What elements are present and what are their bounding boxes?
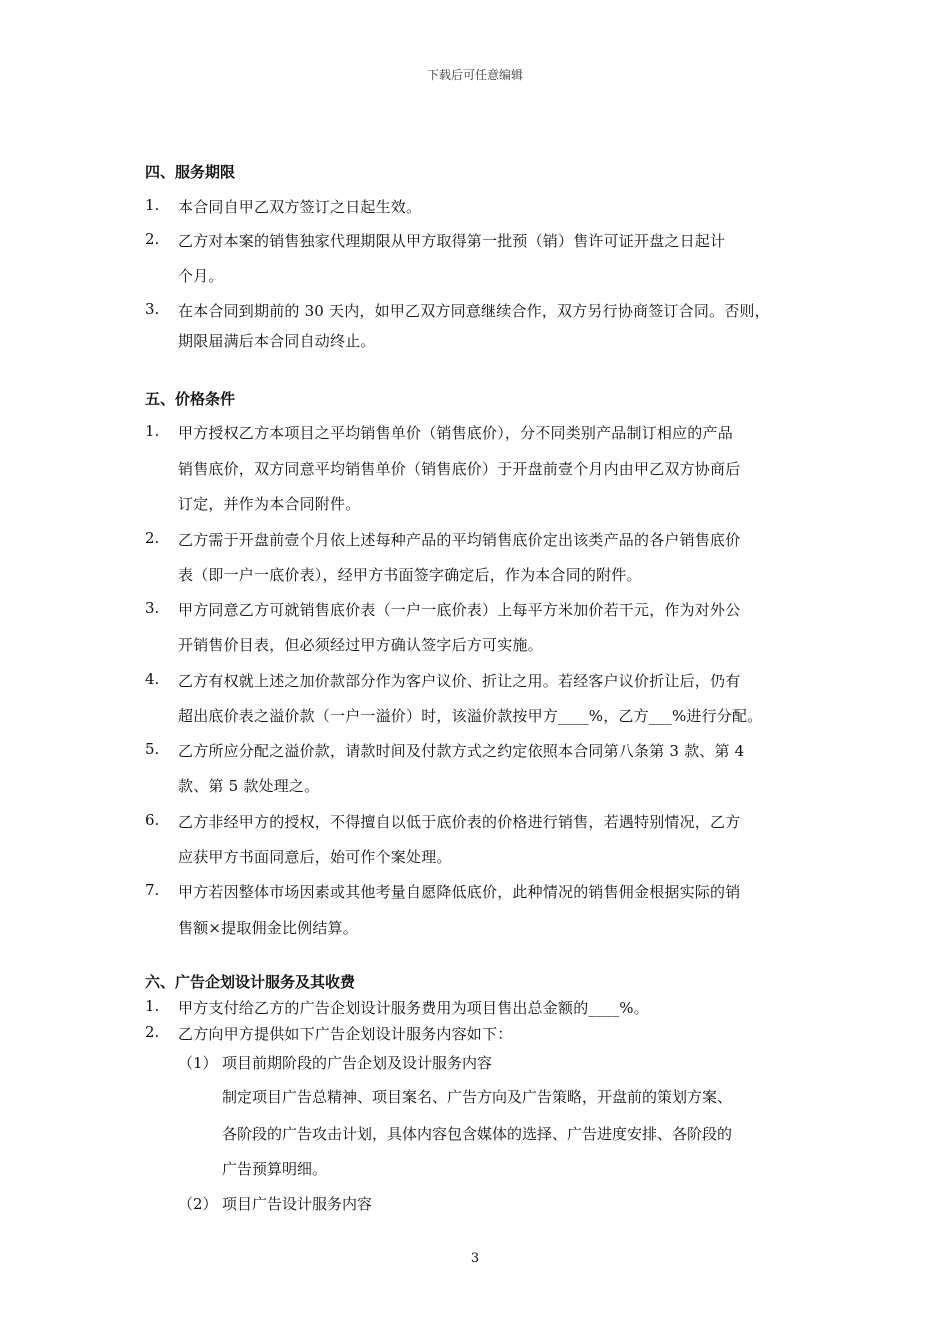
section-heading: 四、服务期限 bbox=[145, 163, 236, 181]
item-text: 本合同自甲乙双方签订之日起生效。 bbox=[178, 198, 422, 216]
item-text: 订定，并作为本合同附件。 bbox=[178, 495, 361, 513]
item-text: 甲方授权乙方本项目之平均销售单价（销售底价），分不同类别产品制订相应的产品 bbox=[178, 424, 733, 442]
item-number: 3. bbox=[145, 300, 160, 318]
subitem-title: 项目广告设计服务内容 bbox=[222, 1195, 373, 1213]
item-number: 1. bbox=[145, 997, 160, 1015]
item-number: 7. bbox=[145, 881, 160, 899]
item-text: 乙方所应分配之溢价款，请款时间及付款方式之约定依照本合同第八条第 3 款、第 4 bbox=[178, 742, 745, 760]
item-number: 3. bbox=[145, 599, 160, 617]
subitem-title: 项目前期阶段的广告企划及设计服务内容 bbox=[222, 1054, 493, 1072]
section-heading: 五、价格条件 bbox=[145, 390, 236, 408]
item-text: 甲方同意乙方可就销售底价表（一户一底价表）上每平方米加价若干元，作为对外公 bbox=[178, 601, 741, 619]
item-number: 5. bbox=[145, 740, 160, 758]
item-text: 甲方若因整体市场因素或其他考量自愿降低底价，此种情况的销售佣金根据实际的销 bbox=[178, 883, 741, 901]
item-text: 乙方需于开盘前壹个月依上述每种产品的平均销售底价定出该类产品的各户销售底价 bbox=[178, 531, 741, 549]
item-text: 个月。 bbox=[178, 267, 224, 285]
item-text: 表（即一户一底价表），经甲方书面签字确定后，作为本合同的附件。 bbox=[178, 566, 642, 584]
item-text: 超出底价表之溢价款（一户一溢价）时，该溢价款按甲方____%，乙方___%进行分配。 bbox=[178, 707, 763, 725]
item-text: 期限届满后本合同自动终止。 bbox=[178, 332, 376, 350]
item-number: 2. bbox=[145, 1023, 160, 1041]
section-heading: 六、广告企划设计服务及其收费 bbox=[145, 973, 356, 991]
subitem-number: （2） bbox=[178, 1195, 218, 1213]
item-text: 乙方非经甲方的授权，不得擅自以低于底价表的价格进行销售，若遇特别情况，乙方 bbox=[178, 813, 741, 831]
item-text: 乙方对本案的销售独家代理期限从甲方取得第一批预（销）售许可证开盘之日起计 bbox=[178, 232, 726, 250]
item-number: 2. bbox=[145, 529, 160, 547]
subitem-number: （1） bbox=[178, 1054, 218, 1072]
item-text: 款、第 5 款处理之。 bbox=[178, 777, 320, 795]
page-number: 3 bbox=[470, 1251, 480, 1266]
item-number: 4. bbox=[145, 670, 160, 688]
item-number: 1. bbox=[145, 196, 160, 214]
subitem-text: 制定项目广告总精神、项目案名、广告方向及广告策略，开盘前的策划方案、 bbox=[222, 1088, 733, 1106]
item-text: 开销售价目表，但必须经过甲方确认签字后方可实施。 bbox=[178, 636, 543, 654]
item-number: 2. bbox=[145, 230, 160, 248]
item-text: 售额×提取佣金比例结算。 bbox=[178, 919, 358, 937]
item-text: 甲方支付给乙方的广告企划设计服务费用为项目售出总金额的____%。 bbox=[178, 999, 649, 1017]
item-number: 1. bbox=[145, 422, 160, 440]
item-text: 乙方有权就上述之加价款部分作为客户议价、折让之用。若经客户议价折让后，仍有 bbox=[178, 672, 741, 690]
item-text: 应获甲方书面同意后，始可作个案处理。 bbox=[178, 848, 452, 866]
subitem-text: 各阶段的广告攻击计划，具体内容包含媒体的选择、广告进度安排、各阶段的 bbox=[222, 1125, 733, 1143]
page-header: 下载后可任意编辑 bbox=[426, 68, 523, 82]
item-text: 销售底价，双方同意平均销售单价（销售底价）于开盘前壹个月内由甲乙双方协商后 bbox=[178, 460, 741, 478]
item-number: 6. bbox=[145, 811, 160, 829]
item-text: 在本合同到期前的 30 天内，如甲乙双方同意继续合作，双方另行协商签订合同。否则， bbox=[178, 302, 770, 320]
subitem-text: 广告预算明细。 bbox=[222, 1160, 328, 1178]
item-text: 乙方向甲方提供如下广告企划设计服务内容如下： bbox=[178, 1025, 513, 1043]
